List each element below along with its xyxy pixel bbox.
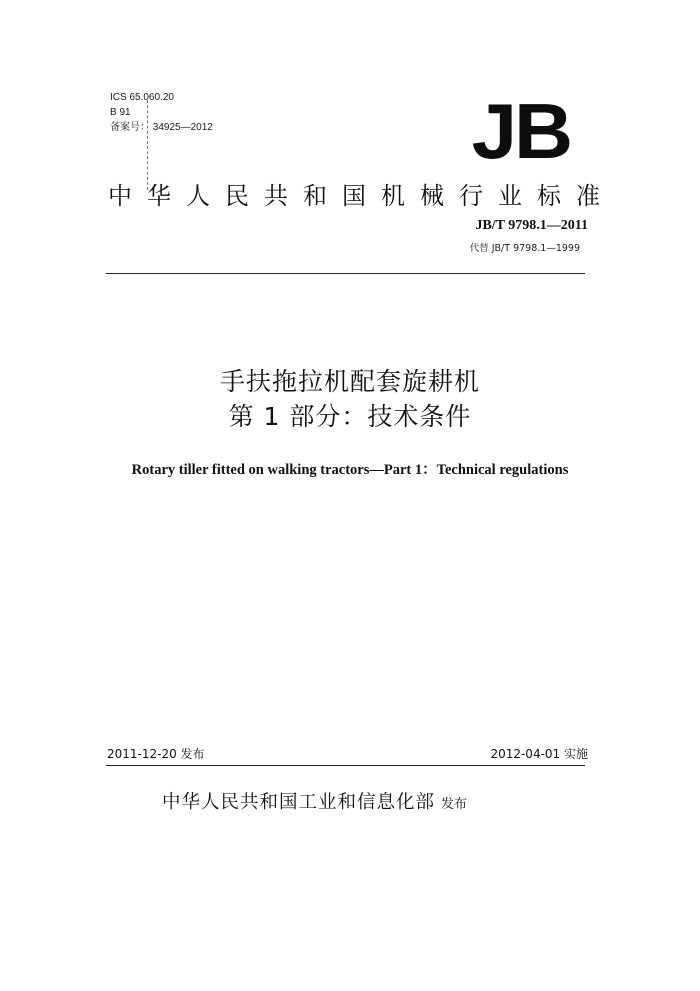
publisher-name: 中华人民共和国工业和信息化部 (162, 792, 436, 813)
jb-logo: JB (471, 87, 571, 175)
ics-code: ICS 65.060.20 (110, 92, 174, 103)
document-title-english: Rotary tiller fitted on walking tractors—Part 1：Technical regulations (131, 462, 569, 478)
document-metadata (110, 90, 213, 135)
record-number (110, 120, 213, 135)
standard-number: JB/T 9798.1—2011 (475, 218, 588, 233)
publisher (162, 788, 467, 814)
document-title-line2: 第 1 部分：技术条件 (228, 402, 472, 431)
classification-code: B 91 (110, 107, 131, 118)
top-rule (106, 273, 585, 274)
record-label: 备案号： (110, 122, 150, 133)
record-value: 34925—2012 (152, 122, 213, 133)
implementation-date: 2012-04-01 实施 (490, 747, 588, 761)
bottom-rule (106, 765, 585, 766)
replaced-standard: 代替 JB/T 9798.1—1999 (469, 243, 580, 254)
standard-category: 中华人民共和国机械行业标准 (108, 182, 615, 210)
publisher-suffix: 发布 (441, 797, 468, 812)
document-title-line1: 手扶拖拉机配套旋耕机 (219, 367, 480, 396)
issue-date: 2011-12-20 发布 (107, 747, 205, 761)
